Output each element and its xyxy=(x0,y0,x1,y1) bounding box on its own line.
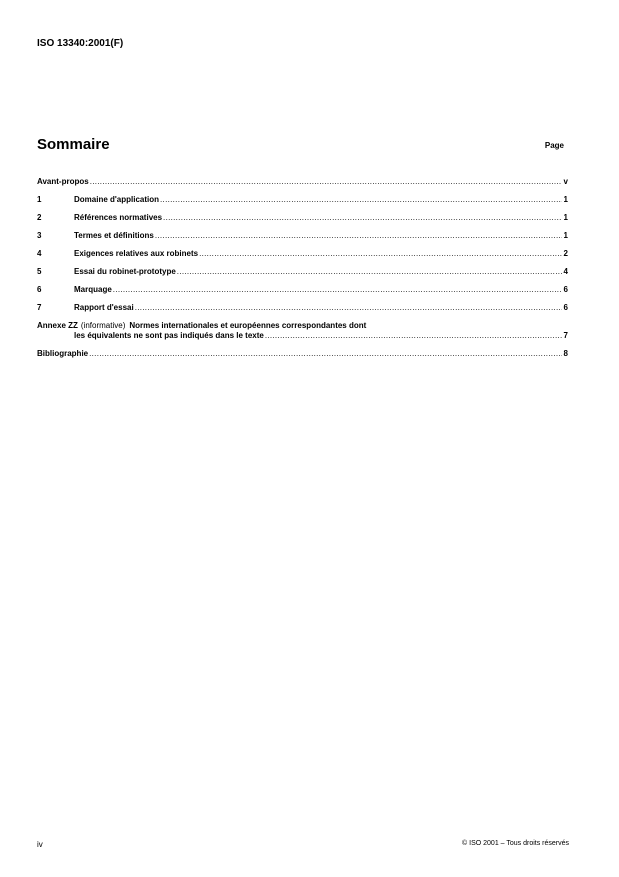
annex-type: (informative) xyxy=(80,321,126,330)
toc-title: Sommaire xyxy=(37,136,110,153)
toc-header xyxy=(37,136,568,156)
toc-entry-label: Références normatives xyxy=(74,213,163,222)
footer-copyright: © ISO 2001 – Tous droits réservés xyxy=(462,840,569,847)
toc-entry-label: Avant-propos xyxy=(37,177,89,186)
toc-entry-termes[interactable] xyxy=(37,231,568,241)
toc-entry-page: 7 xyxy=(563,331,568,340)
toc-entry-page: 6 xyxy=(563,303,568,312)
toc-entry-label: Termes et définitions xyxy=(74,231,154,240)
footer-page-number: iv xyxy=(37,840,43,849)
toc-entry-label: Essai du robinet-prototype xyxy=(74,267,176,276)
toc-leader-dots xyxy=(90,177,562,187)
toc-leader-dots xyxy=(265,331,562,341)
toc-entry-label: Bibliographie xyxy=(37,349,89,358)
toc-entry-label: Exigences relatives aux robinets xyxy=(74,249,199,258)
toc-entry-number: 3 xyxy=(37,231,42,240)
toc-leader-dots xyxy=(177,267,562,277)
toc-entry-references[interactable] xyxy=(37,213,568,223)
toc-entry-number: 7 xyxy=(37,303,42,312)
toc-entry-number: 2 xyxy=(37,213,42,222)
table-of-contents xyxy=(37,177,568,359)
toc-entry-essai[interactable] xyxy=(37,267,568,277)
toc-entry-number: 6 xyxy=(37,285,42,294)
annex-title-line1: Normes internationales et européennes correspondantes dont xyxy=(129,321,367,330)
toc-entry-page: 8 xyxy=(563,349,568,358)
toc-leader-dots xyxy=(155,231,562,241)
toc-entry-page: 1 xyxy=(563,213,568,222)
toc-entry-marquage[interactable] xyxy=(37,285,568,295)
toc-entry-bibliographie[interactable] xyxy=(37,349,568,359)
toc-entry-page: 1 xyxy=(563,195,568,204)
toc-entry-page: v xyxy=(563,177,568,186)
toc-leader-dots xyxy=(160,195,562,205)
toc-entry-label: Domaine d'application xyxy=(74,195,160,204)
toc-entry-exigences[interactable] xyxy=(37,249,568,259)
toc-leader-dots xyxy=(163,213,562,223)
toc-entry-page: 1 xyxy=(563,231,568,240)
toc-entry-label: Rapport d'essai xyxy=(74,303,134,312)
toc-entry-page: 6 xyxy=(563,285,568,294)
toc-leader-dots xyxy=(89,349,562,359)
toc-entry-label: Marquage xyxy=(74,285,112,294)
toc-entry-number: 1 xyxy=(37,195,42,204)
toc-entry-annex-zz[interactable] xyxy=(37,321,568,331)
toc-entry-avant-propos[interactable] xyxy=(37,177,568,187)
toc-entry-domaine[interactable] xyxy=(37,195,568,205)
toc-leader-dots xyxy=(199,249,562,259)
toc-page-column-label: Page xyxy=(544,141,564,150)
toc-entry-number: 5 xyxy=(37,267,42,276)
document-id: ISO 13340:2001(F) xyxy=(37,38,124,49)
toc-leader-dots xyxy=(113,285,562,295)
toc-entry-page: 4 xyxy=(563,267,568,276)
annex-title-line2: les équivalents ne sont pas indiqués dans le texte xyxy=(74,331,264,340)
toc-entry-rapport[interactable] xyxy=(37,303,568,313)
toc-leader-dots xyxy=(135,303,562,313)
toc-entry-annex-zz-continued[interactable] xyxy=(37,331,568,341)
toc-entry-page: 2 xyxy=(563,249,568,258)
annex-prefix: Annexe ZZ xyxy=(37,321,78,330)
toc-entry-number: 4 xyxy=(37,249,42,258)
